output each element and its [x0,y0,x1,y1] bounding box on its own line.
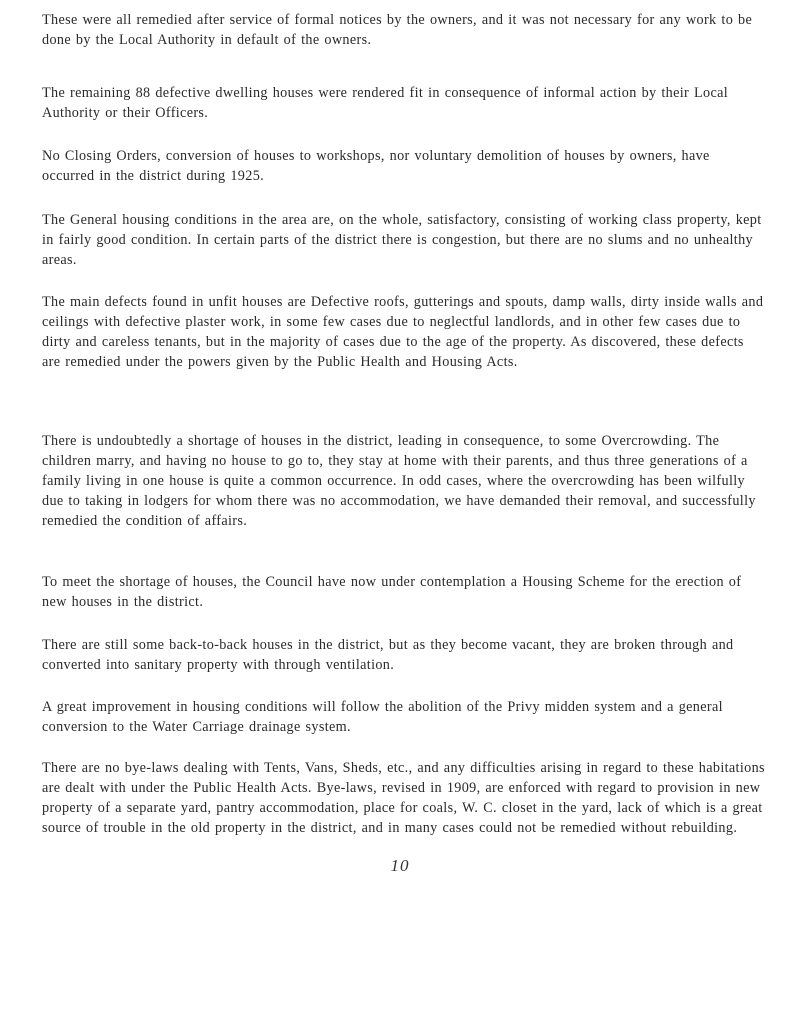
page-number: 10 [390,856,410,875]
paragraph-privy-midden: A great improvement in housing conditions will follow the abolition of the Privy midden system and a general conversion to the Water Carriage drainage system. [42,699,723,735]
paragraph-shortage: There is undoubtedly a shortage of houses in the district, leading in consequence, to some Overcrowding. The children marry, and having no house to go to, they stay at home with their parents, and thus three generations of a family living in one house is quite a common occurrence. In odd cases, where the overcrowding has been wilfully due to taking in lodgers for whom there was no accommodation, we have demanded their removal, and successfully remedied the condition of affairs. [42,433,756,529]
paragraph-remaining-houses: The remaining 88 defective dwelling houses were rendered fit in consequence of informal action by their Local Authority or their Officers. [42,85,729,121]
paragraph-housing-scheme: To meet the shortage of houses, the Council have now under contemplation a Housing Scheme for the erection of new houses in the district. [42,574,742,610]
paragraph-bye-laws: There are no bye-laws dealing with Tents, Vans, Sheds, etc., and any difficulties arising in regard to these habitations are dealt with under the Public Health Acts. Bye-laws, revised in 1909, are enforced with regard to provision in new property of a separate yard, pantry accommodation, place for coals, W. C. closet in the yard, lack of which is a great source of trouble in the old property in the district, and in many cases could not be remedied without rebuilding. [42,760,765,836]
paragraph-main-defects: The main defects found in unfit houses are Defective roofs, gutterings and spouts, damp walls, dirty inside walls and ceilings with defective plaster work, in some few cases due to neglectful landlords, and in other few cases due to dirty and careless tenants, but in the majority of cases due to the age of the property. As discovered, these defects are remedied under the powers given by the Public Health and Housing Acts. [42,294,764,370]
paragraph-notices: These were all remedied after service of formal notices by the owners, and it was not necessary for any work to be done by the Local Authority in default of the owners. [42,12,753,48]
paragraph-closing-orders: No Closing Orders, conversion of houses to workshops, nor voluntary demolition of houses by owners, have occurred in the district during 1925. [42,148,710,184]
paragraph-back-to-back: There are still some back-to-back houses in the district, but as they become vacant, they are broken through and converted into sanitary property with through ventilation. [42,637,734,673]
paragraph-general-conditions: The General housing conditions in the area are, on the whole, satisfactory, consisting of working class property, kept in fairly good condition. In certain parts of the district there is congestion, but there are no slums and no unhealthy areas. [42,212,762,268]
